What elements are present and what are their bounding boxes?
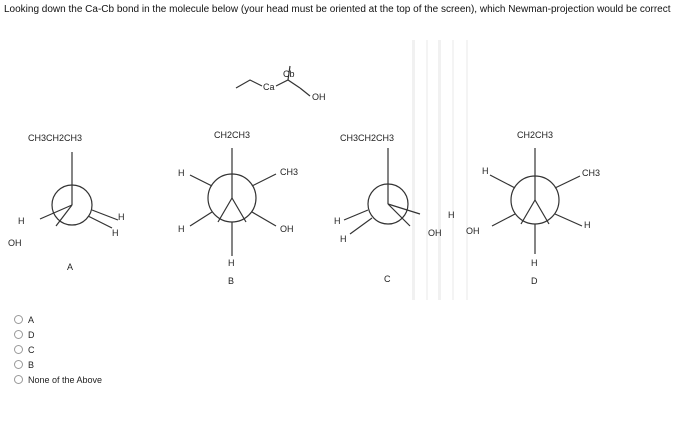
radio-b[interactable]: [14, 360, 23, 369]
option-a[interactable]: [14, 312, 102, 327]
proj-b-letter: B: [228, 276, 235, 286]
proj-b-bottom: H: [228, 258, 235, 268]
option-b-label: B: [28, 359, 35, 370]
scan-artifacts: [412, 40, 468, 300]
option-c[interactable]: [14, 342, 102, 357]
proj-b-right-bottom: OH: [280, 224, 294, 234]
proj-d-top: CH2CH3: [517, 130, 554, 140]
newman-projection-d: [466, 130, 600, 286]
proj-c-top: CH3CH2CH3: [340, 133, 395, 143]
option-c-label: C: [28, 344, 35, 355]
proj-a-right2: H: [112, 228, 119, 238]
proj-a-letter: A: [67, 262, 74, 272]
proj-b-right-top: CH3: [280, 167, 299, 177]
option-d-label: D: [28, 329, 35, 340]
proj-b-top: CH2CH3: [214, 130, 251, 140]
answer-options: [14, 312, 102, 387]
proj-a-left2: OH: [8, 238, 22, 248]
proj-c-left2: H: [340, 234, 347, 244]
proj-b-left-top: H: [178, 168, 185, 178]
newman-projection-c: [334, 133, 455, 284]
proj-d-letter: D: [531, 276, 538, 286]
cb-label: Cb: [283, 69, 295, 79]
proj-b-left-bottom: H: [178, 224, 185, 234]
radio-c[interactable]: [14, 345, 23, 354]
proj-d-left-bottom: OH: [466, 226, 480, 236]
proj-d-left-top: H: [482, 166, 489, 176]
option-a-label: A: [28, 314, 35, 325]
proj-d-right-bottom: H: [584, 220, 591, 230]
proj-a-right1: H: [118, 212, 125, 222]
radio-none[interactable]: [14, 375, 23, 384]
proj-c-right2: OH: [428, 228, 442, 238]
radio-d[interactable]: [14, 330, 23, 339]
ca-label: Ca: [263, 82, 275, 92]
proj-d-bottom: H: [531, 258, 538, 268]
option-d[interactable]: [14, 327, 102, 342]
proj-a-left1: H: [18, 216, 25, 226]
oh-label: OH: [312, 92, 326, 102]
proj-c-right1: H: [448, 210, 455, 220]
proj-d-right-top: CH3: [582, 168, 601, 178]
option-b[interactable]: [14, 357, 102, 372]
proj-a-top: CH3CH2CH3: [28, 133, 83, 143]
radio-a[interactable]: [14, 315, 23, 324]
option-none[interactable]: [14, 372, 102, 387]
question-text: Looking down the Ca-Cb bond in the molecule below (your head must be oriented at the top of the screen), which Newman-projection would be correct: [4, 4, 671, 15]
proj-c-left1: H: [334, 216, 341, 226]
option-none-label: None of the Above: [28, 374, 103, 385]
proj-c-letter: C: [384, 274, 391, 284]
newman-projection-b: [178, 130, 298, 286]
newman-projection-a: [8, 133, 125, 272]
